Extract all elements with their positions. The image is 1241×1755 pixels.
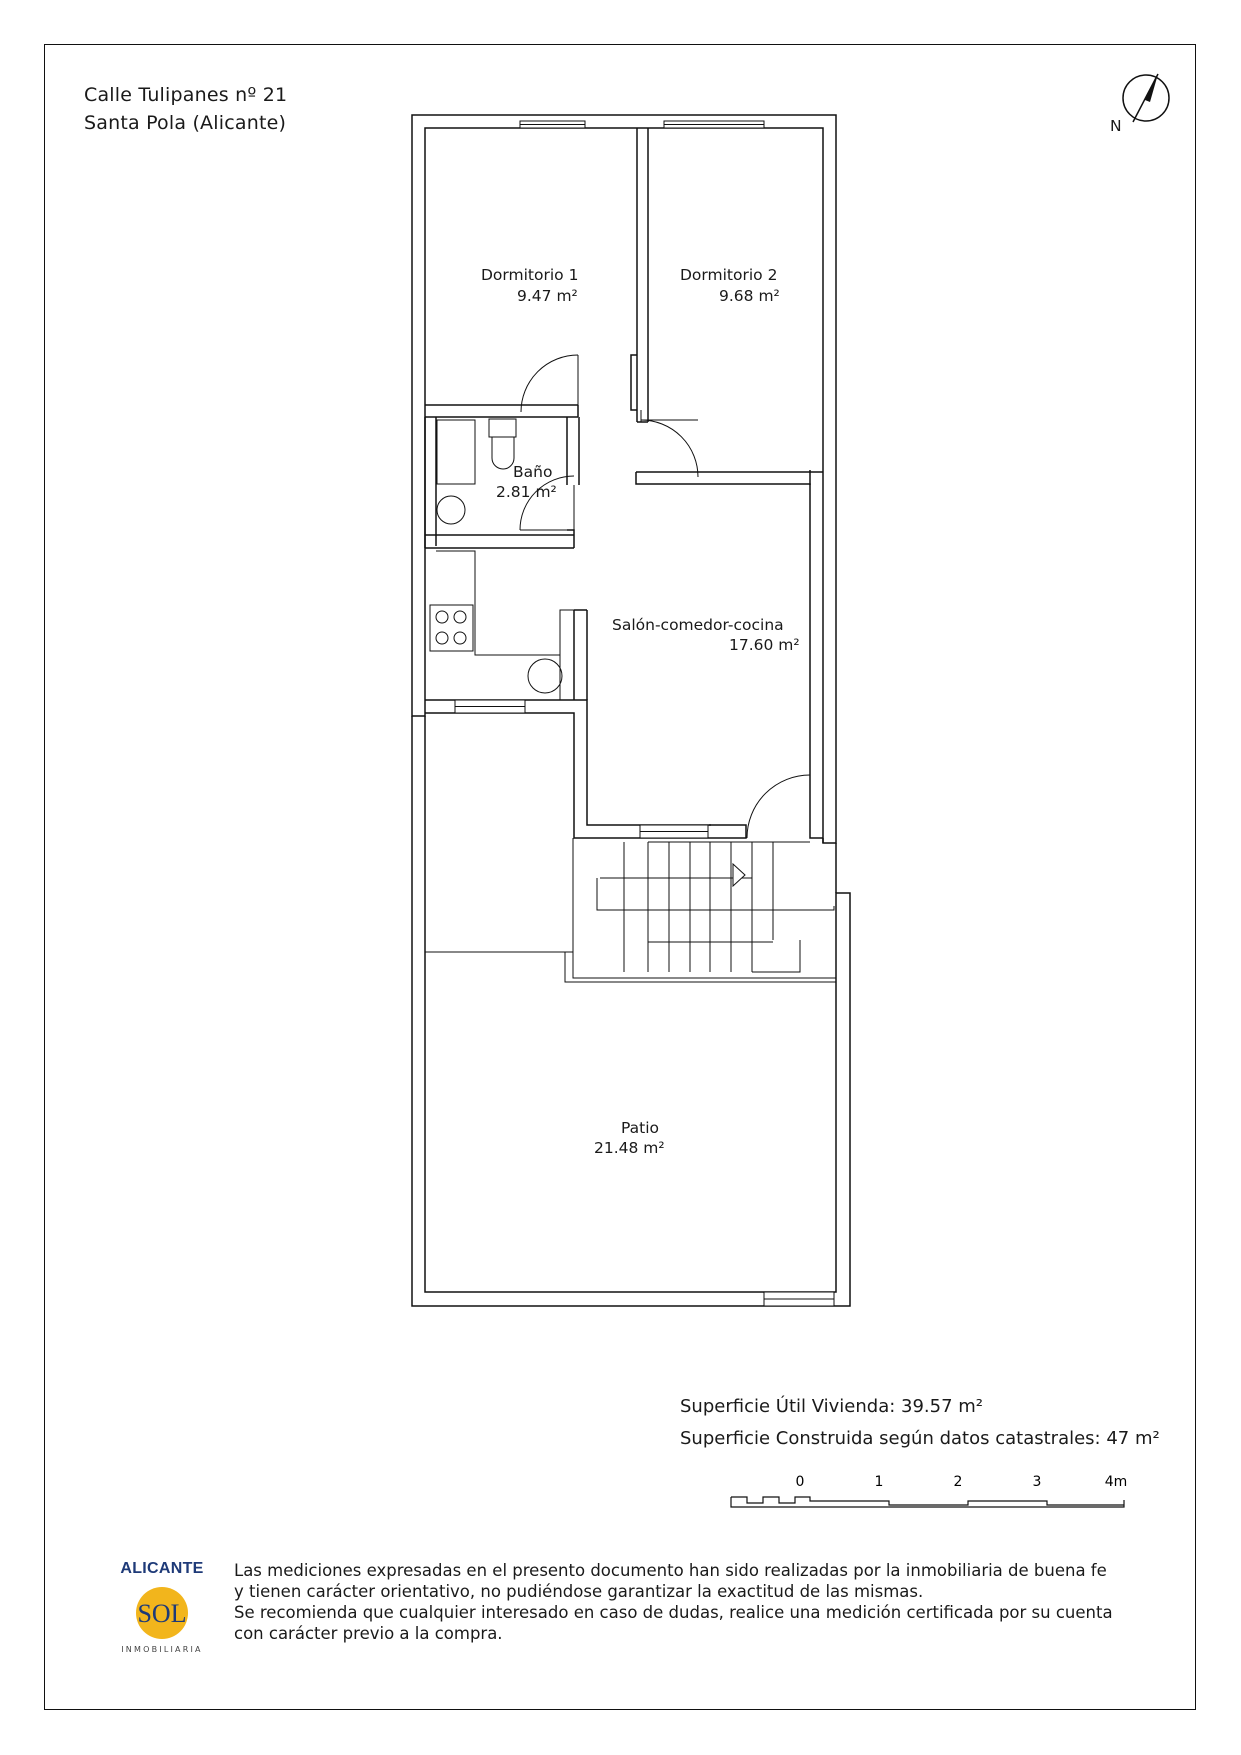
scale-tick-0: 0 <box>795 1474 805 1490</box>
door-entrance <box>747 775 810 838</box>
window-salon <box>640 825 708 838</box>
stove-icon <box>430 605 473 651</box>
counter <box>436 551 574 700</box>
north-arrow-icon <box>1123 74 1169 122</box>
disclaimer-line-2: y tienen carácter orientativo, no pudiéndose garantizar la exactitud de las mismas. <box>234 1582 924 1601</box>
address-line-street: Calle Tulipanes nº 21 <box>84 84 288 106</box>
north-label: N <box>1110 117 1122 135</box>
disclaimer-line-3: Se recomienda que cualquier interesado en caso de dudas, realice una medición certificada por su cuenta <box>234 1603 1113 1622</box>
room-label-dormitorio-1: Dormitorio 1 <box>481 266 579 284</box>
room-area-salon: 17.60 m² <box>729 636 800 654</box>
scale-tick-3: 3 <box>1032 1474 1042 1490</box>
door-dormitorio-1 <box>521 355 578 412</box>
built-area-summary: Superficie Construida según datos catastrales: 47 m² <box>680 1428 1160 1449</box>
brand-tagline: INMOBILIARIA <box>121 1645 203 1654</box>
room-label-patio: Patio <box>621 1119 660 1137</box>
window-top-right <box>664 121 764 128</box>
scale-tick-1: 1 <box>874 1474 884 1490</box>
room-area-bano: 2.81 m² <box>496 483 557 501</box>
useful-area-summary: Superficie Útil Vivienda: 39.57 m² <box>680 1396 984 1417</box>
door-dormitorio-2 <box>641 410 698 477</box>
room-label-salon: Salón-comedor-cocina <box>612 616 784 634</box>
disclaimer-line-1: Las mediciones expresadas en el presento documento han sido realizadas por la inmobiliaria de buena fe <box>234 1561 1107 1580</box>
window-patio <box>764 1292 834 1306</box>
sink-icon <box>528 659 562 693</box>
scale-tick-4: 4m <box>1104 1474 1128 1490</box>
room-label-dormitorio-2: Dormitorio 2 <box>680 266 778 284</box>
brand-logo <box>118 1584 208 1642</box>
storage-area <box>425 716 573 952</box>
brand-name: ALICANTE <box>120 1560 204 1577</box>
room-area-patio: 21.48 m² <box>594 1139 665 1157</box>
room-area-dormitorio-2: 9.68 m² <box>719 287 780 305</box>
stairs <box>565 838 836 982</box>
scale-tick-2: 2 <box>953 1474 963 1490</box>
brand-logo-text: SOL <box>137 1599 187 1628</box>
room-area-dormitorio-1: 9.47 m² <box>517 287 578 305</box>
toilet-icon <box>489 419 516 469</box>
disclaimer <box>234 1560 1184 1644</box>
window-kitchen <box>455 700 525 713</box>
address-line-city: Santa Pola (Alicante) <box>84 112 287 134</box>
window-top-left <box>520 121 585 128</box>
room-label-bano: Baño <box>513 463 553 481</box>
disclaimer-line-4: con carácter previo a la compra. <box>234 1624 503 1643</box>
shower-icon <box>437 420 475 524</box>
interior-walls <box>425 128 823 838</box>
